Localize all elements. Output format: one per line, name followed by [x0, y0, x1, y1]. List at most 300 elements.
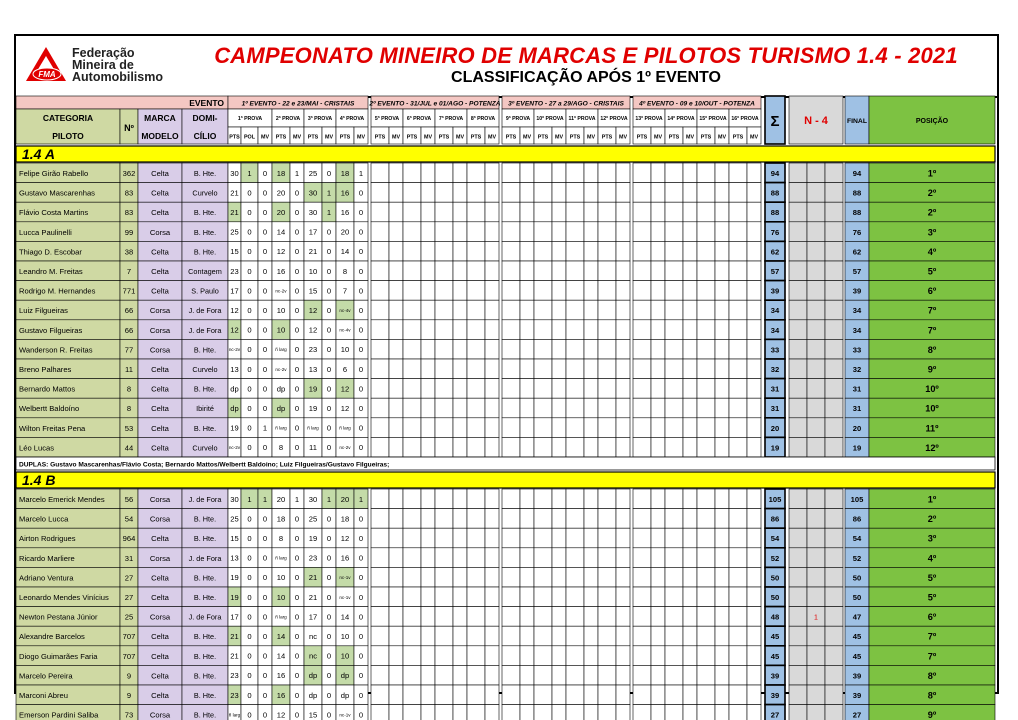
- race-cell-empty: [584, 705, 598, 720]
- race-cell-empty: [502, 163, 520, 183]
- race-cell-empty: [633, 489, 651, 509]
- race-2-cell-value: 0: [294, 325, 300, 335]
- race-cell-empty: [566, 359, 584, 379]
- sum-value: 20: [770, 423, 780, 433]
- race-cell-empty: [683, 398, 697, 418]
- race-cell-empty: [697, 183, 715, 203]
- race-cell-empty: [633, 398, 651, 418]
- race-cell-empty: [485, 222, 499, 242]
- race-cell-empty: [729, 398, 747, 418]
- race-cell-empty: [665, 705, 683, 720]
- race-1-cell-value: 0: [247, 592, 252, 602]
- race-cell-empty: [584, 528, 598, 548]
- final-value: 88: [852, 188, 862, 198]
- race-2-cell-value: 0: [294, 188, 300, 198]
- race-2-cell-value: 0: [294, 592, 300, 602]
- sum-value: 45: [770, 632, 780, 642]
- race-cell-empty: [665, 281, 683, 301]
- race-cell-empty: [552, 241, 566, 261]
- race-3-cell-value: dp: [308, 671, 318, 681]
- n4-cell: [825, 665, 843, 685]
- n4-cell: [789, 163, 807, 183]
- race-3-cell-value: 0: [326, 514, 332, 524]
- logo-line-3: Automobilismo: [72, 70, 163, 84]
- race-cell-empty: [697, 163, 715, 183]
- race-cell-empty: [467, 587, 485, 607]
- race-cell-empty: [715, 222, 729, 242]
- race-cell-empty: [371, 300, 389, 320]
- position-value: 10º: [925, 403, 939, 414]
- race-4-cell-value: 16: [340, 188, 350, 198]
- driver-city: Curvelo: [192, 365, 218, 374]
- race-cell-empty: [371, 261, 389, 281]
- race-3-cell-value: 25: [308, 168, 318, 178]
- race-1-cell-value: 0: [247, 325, 252, 335]
- race-cell-empty: [485, 261, 499, 281]
- driver-name: Marcelo Lucca: [19, 514, 69, 524]
- n4-cell: [807, 626, 825, 646]
- race-cell-empty: [616, 359, 630, 379]
- car-brand: Celta: [151, 691, 169, 700]
- race-3-cell-value: 13: [308, 364, 318, 374]
- race-cell-empty: [552, 418, 566, 438]
- race-2-cell-value: 0: [294, 573, 300, 583]
- race-cell-empty: [520, 163, 534, 183]
- race-1-cell-value: 0: [247, 208, 252, 217]
- race-cell-empty: [453, 489, 467, 509]
- sum-value: 27: [770, 710, 780, 720]
- race-cell-empty: [633, 665, 651, 685]
- race-cell-empty: [633, 685, 651, 705]
- race-1-cell-value: ñ larg: [228, 712, 241, 718]
- prova-label-1: 1ª PROVA: [237, 116, 263, 122]
- sum-value: 86: [770, 514, 780, 524]
- race-1-cell-value: 0: [247, 345, 252, 355]
- race-cell-empty: [584, 489, 598, 509]
- page-title: CAMPEONATO MINEIRO DE MARCAS E PILOTOS TURISMO 1.4 - 2021: [214, 43, 958, 68]
- race-cell-empty: [502, 281, 520, 301]
- race-cell-empty: [467, 320, 485, 340]
- race-4-cell-value: 20: [340, 227, 350, 237]
- car-brand: Celta: [151, 384, 169, 394]
- race-cell-empty: [421, 607, 435, 627]
- race-cell-empty: [403, 300, 421, 320]
- race-cell-empty: [665, 626, 683, 646]
- race-cell-empty: [616, 261, 630, 281]
- race-cell-empty: [633, 222, 651, 242]
- race-cell-empty: [566, 646, 584, 666]
- race-cell-empty: [584, 567, 598, 587]
- race-1-cell-value: 0: [262, 286, 268, 296]
- race-cell-empty: [715, 509, 729, 529]
- race-2-cell-value: 10: [276, 325, 286, 335]
- car-brand: Celta: [151, 671, 169, 681]
- race-cell-empty: [502, 705, 520, 720]
- race-cell-empty: [403, 281, 421, 301]
- race-cell-empty: [371, 607, 389, 627]
- logo-abbr: FMA: [38, 70, 56, 79]
- race-cell-empty: [389, 222, 403, 242]
- race-1-cell-value: 0: [247, 188, 252, 198]
- race-cell-empty: [403, 646, 421, 666]
- race-cell-empty: [485, 607, 499, 627]
- race-cell-empty: [683, 300, 697, 320]
- race-cell-empty: [403, 528, 421, 548]
- race-1-cell-value: 0: [247, 710, 252, 720]
- race-cell-empty: [598, 300, 616, 320]
- car-number: 7: [126, 267, 132, 276]
- race-cell-empty: [584, 509, 598, 529]
- race-cell-empty: [633, 163, 651, 183]
- race-cell-empty: [502, 548, 520, 568]
- race-3-cell-value: 21: [308, 592, 318, 602]
- race-2-cell-value: 20: [276, 208, 286, 217]
- race-1-cell-value: 0: [262, 168, 268, 178]
- race-cell-empty: [552, 665, 566, 685]
- race-cell-empty: [616, 437, 630, 457]
- driver-name: Diogo Guimarães Faria: [19, 651, 98, 661]
- race-1-cell-value: 0: [262, 266, 268, 276]
- race-1-cell-value: dp: [230, 384, 239, 394]
- driver-name: Leandro M. Freitas: [19, 267, 83, 276]
- race-cell-empty: [467, 202, 485, 222]
- race-1-cell-value: 1: [247, 168, 252, 178]
- race-cell-empty: [534, 665, 552, 685]
- race-cell-empty: [665, 379, 683, 399]
- race-cell-empty: [616, 379, 630, 399]
- sub-label: PTS: [374, 134, 386, 141]
- n4-value: 1: [814, 614, 818, 622]
- driver-city: Curvelo: [192, 443, 218, 453]
- race-cell-empty: [747, 398, 761, 418]
- race-cell-empty: [371, 646, 389, 666]
- race-cell-empty: [566, 509, 584, 529]
- race-cell-empty: [389, 587, 403, 607]
- race-1-cell-value: 19: [230, 592, 239, 602]
- race-cell-empty: [520, 339, 534, 359]
- race-cell-empty: [616, 705, 630, 720]
- race-cell-empty: [598, 261, 616, 281]
- race-2-cell-value: 1: [294, 494, 300, 504]
- driver-city: B. Hte.: [193, 423, 217, 433]
- race-cell-empty: [651, 489, 665, 509]
- fma-logo: [22, 41, 172, 89]
- race-cell-empty: [389, 359, 403, 379]
- driver-city: B. Hte.: [193, 573, 217, 583]
- race-cell-empty: [534, 437, 552, 457]
- race-cell-empty: [747, 418, 761, 438]
- race-cell-empty: [697, 646, 715, 666]
- race-cell-empty: [747, 567, 761, 587]
- race-cell-empty: [683, 339, 697, 359]
- race-cell-empty: [371, 685, 389, 705]
- race-cell-empty: [729, 607, 747, 627]
- race-cell-empty: [421, 183, 435, 203]
- race-cell-empty: [534, 398, 552, 418]
- race-cell-empty: [697, 705, 715, 720]
- race-cell-empty: [453, 509, 467, 529]
- race-3-cell-value: 23: [308, 553, 318, 563]
- race-cell-empty: [485, 379, 499, 399]
- sub-label: MV: [487, 134, 497, 141]
- race-cell-empty: [729, 548, 747, 568]
- race-cell-empty: [467, 339, 485, 359]
- race-cell-empty: [633, 548, 651, 568]
- race-2-cell-value: 0: [294, 404, 300, 413]
- race-cell-empty: [747, 339, 761, 359]
- race-cell-empty: [403, 241, 421, 261]
- n4-cell: [789, 418, 807, 438]
- race-4-cell-value: 12: [340, 384, 350, 394]
- race-cell-empty: [651, 685, 665, 705]
- sub-label: MV: [586, 134, 596, 141]
- car-brand: Corsa: [149, 612, 171, 622]
- race-1-cell-value: 17: [230, 286, 239, 296]
- race-cell-empty: [715, 261, 729, 281]
- race-cell-empty: [371, 202, 389, 222]
- race-3-cell-value: 1: [326, 494, 332, 504]
- race-cell-empty: [729, 528, 747, 548]
- race-cell-empty: [552, 300, 566, 320]
- race-2-cell-value: 0: [294, 423, 300, 433]
- race-1-cell-value: 0: [247, 690, 252, 700]
- race-4-cell-value: 0: [358, 690, 364, 700]
- driver-city: J. de Fora: [188, 495, 222, 504]
- race-cell-empty: [715, 183, 729, 203]
- race-cell-empty: [485, 398, 499, 418]
- race-cell-empty: [566, 183, 584, 203]
- race-cell-empty: [435, 379, 453, 399]
- logo-line-2: Mineira de: [72, 58, 134, 72]
- race-1-cell-value: 0: [262, 514, 268, 524]
- race-cell-empty: [683, 685, 697, 705]
- race-cell-empty: [616, 489, 630, 509]
- race-2-cell-value: 1: [294, 168, 300, 178]
- race-cell-empty: [435, 685, 453, 705]
- race-cell-empty: [552, 379, 566, 399]
- race-cell-empty: [467, 418, 485, 438]
- final-value: 86: [852, 514, 862, 524]
- race-cell-empty: [467, 281, 485, 301]
- n4-cell: [825, 163, 843, 183]
- race-cell-empty: [665, 685, 683, 705]
- position-value: 7º: [927, 305, 937, 316]
- race-cell-empty: [697, 665, 715, 685]
- race-cell-empty: [403, 665, 421, 685]
- race-2-cell-value: 0: [294, 612, 300, 622]
- race-cell-empty: [697, 281, 715, 301]
- race-cell-empty: [435, 359, 453, 379]
- race-cell-empty: [502, 398, 520, 418]
- race-cell-empty: [552, 281, 566, 301]
- race-cell-empty: [453, 418, 467, 438]
- race-cell-empty: [520, 567, 534, 587]
- position-value: 12º: [925, 442, 939, 453]
- race-cell-empty: [729, 665, 747, 685]
- race-cell-empty: [467, 183, 485, 203]
- race-2-cell-value: 12: [276, 247, 286, 257]
- race-1-cell-value: nc-2v: [228, 347, 241, 353]
- race-cell-empty: [616, 241, 630, 261]
- race-cell-empty: [467, 567, 485, 587]
- position-value: 4º: [927, 553, 937, 564]
- race-cell-empty: [683, 705, 697, 720]
- car-brand: Celta: [151, 188, 169, 198]
- car-brand: Celta: [151, 247, 169, 257]
- race-2-cell-value: 0: [294, 443, 300, 453]
- sub-label: MV: [618, 134, 628, 141]
- position-value: 5º: [927, 592, 937, 603]
- race-1-cell-value: nc-2v: [228, 445, 241, 451]
- race-cell-empty: [421, 705, 435, 720]
- race-3-cell-value: 0: [326, 592, 332, 602]
- n4-cell: [825, 281, 843, 301]
- race-cell-empty: [584, 437, 598, 457]
- race-cell-empty: [534, 705, 552, 720]
- race-cell-empty: [616, 163, 630, 183]
- race-cell-empty: [485, 626, 499, 646]
- race-cell-empty: [467, 437, 485, 457]
- final-value: 34: [852, 306, 862, 316]
- race-cell-empty: [566, 607, 584, 627]
- race-2-cell-value: 0: [294, 671, 300, 681]
- race-cell-empty: [633, 202, 651, 222]
- race-3-cell-value: 17: [308, 227, 318, 237]
- race-4-cell-value: 0: [358, 632, 364, 641]
- final-value: 76: [852, 227, 862, 237]
- race-cell-empty: [502, 300, 520, 320]
- race-cell-empty: [584, 379, 598, 399]
- race-cell-empty: [633, 300, 651, 320]
- race-cell-empty: [389, 705, 403, 720]
- race-cell-empty: [371, 437, 389, 457]
- car-brand: Celta: [151, 632, 169, 642]
- sum-value: 34: [770, 306, 780, 316]
- n4-cell: [789, 528, 807, 548]
- race-4-cell-value: 18: [340, 514, 350, 524]
- race-cell-empty: [403, 418, 421, 438]
- race-cell-empty: [747, 241, 761, 261]
- race-cell-empty: [421, 300, 435, 320]
- n4-cell: [807, 398, 825, 418]
- race-cell-empty: [421, 241, 435, 261]
- final-value: 45: [852, 632, 862, 642]
- race-cell-empty: [683, 163, 697, 183]
- sum-value: 45: [770, 651, 780, 661]
- race-cell-empty: [598, 398, 616, 418]
- race-cell-empty: [453, 685, 467, 705]
- standings-sheet: [14, 34, 999, 720]
- sub-label: PTS: [537, 134, 549, 141]
- car-brand: Celta: [151, 593, 169, 602]
- race-cell-empty: [616, 398, 630, 418]
- n4-cell: [825, 222, 843, 242]
- final-value: 57: [852, 267, 862, 276]
- race-1-cell-value: 1: [247, 494, 252, 504]
- driver-city: B. Hte.: [193, 534, 217, 544]
- race-cell-empty: [598, 548, 616, 568]
- race-3-cell-value: 0: [326, 443, 332, 453]
- race-cell-empty: [403, 567, 421, 587]
- car-number: 31: [124, 553, 134, 563]
- race-3-cell-value: 0: [326, 266, 332, 276]
- race-4-cell-value: 0: [358, 710, 364, 720]
- final-value: 39: [852, 286, 862, 296]
- race-cell-empty: [747, 437, 761, 457]
- race-cell-empty: [552, 359, 566, 379]
- race-1-cell-value: 0: [262, 306, 268, 315]
- race-cell-empty: [715, 202, 729, 222]
- race-2-cell-value: 18: [276, 168, 286, 178]
- race-cell-empty: [534, 489, 552, 509]
- race-cell-empty: [421, 437, 435, 457]
- race-cell-empty: [552, 705, 566, 720]
- race-1-cell-value: 21: [230, 208, 239, 217]
- final-value: 39: [852, 691, 862, 700]
- race-cell-empty: [566, 261, 584, 281]
- sum-value: 57: [770, 267, 780, 276]
- n4-cell: [825, 418, 843, 438]
- race-cell-empty: [729, 379, 747, 399]
- final-value: 94: [852, 169, 862, 178]
- category-bar: [16, 472, 995, 488]
- race-3-cell-value: 0: [326, 384, 332, 394]
- race-cell-empty: [598, 587, 616, 607]
- car-number: 964: [122, 534, 136, 544]
- n4-cell: [789, 183, 807, 203]
- race-2-cell-value: 10: [276, 573, 286, 583]
- event-title-3: 3º EVENTO - 27 a 29/AGO - CRISTAIS: [508, 100, 624, 108]
- sum-value: 39: [770, 286, 780, 296]
- driver-name: Wanderson R. Freitas: [19, 345, 93, 355]
- category-title: 1.4 B: [22, 472, 56, 488]
- race-3-cell-value: 0: [326, 632, 332, 641]
- race-cell-empty: [616, 183, 630, 203]
- n4-cell: [825, 437, 843, 457]
- race-cell-empty: [403, 379, 421, 399]
- race-cell-empty: [534, 685, 552, 705]
- race-cell-empty: [421, 567, 435, 587]
- race-cell-empty: [389, 418, 403, 438]
- race-cell-empty: [616, 567, 630, 587]
- race-cell-empty: [633, 705, 651, 720]
- race-cell-empty: [633, 183, 651, 203]
- race-cell-empty: [453, 320, 467, 340]
- n4-cell: [825, 320, 843, 340]
- race-cell-empty: [683, 626, 697, 646]
- race-cell-empty: [403, 163, 421, 183]
- sum-value: 62: [770, 247, 780, 257]
- race-cell-empty: [467, 300, 485, 320]
- cilio-label: CÍLIO: [193, 131, 217, 141]
- final-value: 50: [852, 573, 862, 583]
- race-cell-empty: [371, 241, 389, 261]
- n4-cell: [789, 646, 807, 666]
- race-4-cell-value: 10: [340, 651, 350, 661]
- race-3-cell-value: 1: [326, 208, 332, 217]
- car-brand: Corsa: [149, 553, 171, 563]
- race-cell-empty: [502, 528, 520, 548]
- race-cell-empty: [421, 379, 435, 399]
- race-cell-empty: [389, 626, 403, 646]
- race-cell-empty: [520, 548, 534, 568]
- race-cell-empty: [747, 202, 761, 222]
- race-cell-empty: [552, 548, 566, 568]
- race-cell-empty: [651, 548, 665, 568]
- race-cell-empty: [616, 222, 630, 242]
- race-cell-empty: [371, 222, 389, 242]
- race-cell-empty: [651, 379, 665, 399]
